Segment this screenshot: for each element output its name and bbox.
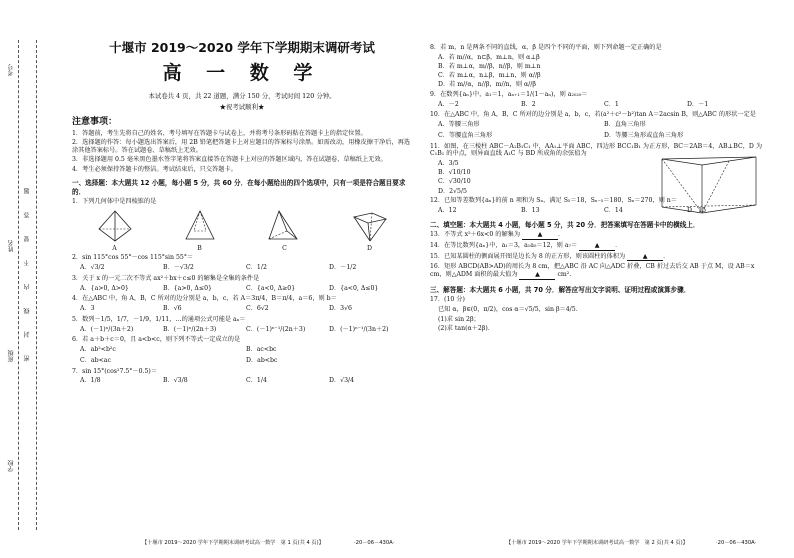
footer-left: 【十堰市 2019～2020 学年下学期期末调研考试高一数学 第 1 页(共 4 页)】 (142, 540, 324, 546)
option: B．{a>0, Δ≤0} (163, 284, 212, 292)
question-3: 3．关于 x 的一元二次不等式 ax²＋bx＋c≤0 的解集是全集的条件是 (72, 274, 260, 282)
question-6: 6．若 a＋b＋c＝0，且 a<b<c，则下列不等式一定成立的是 (72, 336, 241, 344)
figure-c-label: C (282, 244, 287, 252)
question-1: 1．下列几何体中是四棱锥的是 (72, 197, 157, 205)
q5-options (80, 326, 412, 334)
figure-a-label: A (112, 244, 117, 252)
binding-label-school: 学校 (8, 460, 15, 472)
notice-item: 4．考生必须保持答题卡的整洁。考试结束后，只交答题卡。 (72, 165, 237, 173)
q14-stem: 14．在等比数列{aₙ}中，a₁＝3，a₁a₅＝12，则 a₇＝ (430, 241, 578, 249)
option: C．等腰直角三角形 (438, 131, 493, 139)
option: A．1/8 (80, 377, 101, 385)
binding-label-exam-number: 考号 (8, 64, 15, 76)
option: A．√3/2 (80, 264, 105, 272)
option: A．3 (80, 305, 95, 313)
question-17: 17．(10 分) (430, 296, 465, 304)
question-13: 13．不等式 x²＋6x<0 的解集为 ▲ ． (430, 231, 565, 239)
option: C．√30/10 (438, 178, 471, 186)
q7-options (80, 377, 412, 385)
question-4: 4．在△ABC 中，角 A，B，C 所对的边分别是 a，b，c，若 A＝3π/4，B＝π/4，a＝6，则 b＝ (72, 295, 337, 303)
exam-info: 本试卷共 4 页，共 22 道题，满分 150 分，考试时间 120 分钟。 (148, 92, 336, 101)
question-8: 8．若 m，n 是两条不同的直线，α，β 是四个不同的平面，则下列命题一定正确的是 (430, 44, 662, 51)
q8-options (438, 54, 770, 89)
option: C．1/2 (246, 264, 267, 272)
binding-line (18, 40, 19, 530)
option: C．若 m⊥α，n⊥β，m⊥n，则 α//β (438, 72, 541, 80)
option: B．13 (521, 207, 540, 215)
binding-strip (0, 0, 48, 558)
option: A．3/5 (438, 160, 459, 168)
option: B．√3/8 (163, 377, 188, 385)
q17-part-1: (1)求 sin 2β； (438, 315, 480, 323)
option: D．ab<bc (246, 356, 278, 364)
option: B．ac<bc (246, 346, 277, 354)
binding-label-name: 姓名 (8, 240, 15, 252)
q11-options (438, 160, 618, 195)
question-10: 10．在△ABC 中，角 A，B，C 所对的边分别是 a，b，c，若(a²＋c²－b²)tan A＝2acsin B，则△ABC 的形状一定是 (430, 111, 756, 119)
option: A．等腰三角形 (438, 121, 480, 129)
q13-stem: 13．不等式 x²＋6x<0 的解集为 (430, 231, 521, 239)
section-fill: 二、填空题：本大题共 4 小题，每小题 5 分，共 20 分．把答案填写在答题卡中的横线上． (430, 220, 700, 229)
question-9: 9．在数列{aₙ}中，a₁＝1，aₙ₊₁＝1/(1－aₙ)，则 a₂₀₂₀＝ (430, 90, 588, 98)
q2-options (80, 264, 412, 272)
q9-options (438, 101, 770, 109)
option: A．－2 (438, 100, 459, 108)
option: B．直角三角形 (604, 121, 646, 129)
pyramid-c-icon (265, 209, 305, 245)
option: D．－1 (687, 100, 709, 108)
option: B．(－1)ⁿ/(2n＋3) (163, 325, 217, 333)
figure-b (170, 209, 230, 253)
option: C．14 (604, 207, 623, 215)
notice (72, 117, 412, 173)
q3-options (80, 285, 412, 293)
q10-options (438, 121, 770, 129)
pyramid-a-icon (95, 209, 135, 245)
q10-options-2 (438, 132, 770, 140)
option: A．ab²<b²c (80, 346, 116, 354)
seal-text: 密 封 线 内 不 要 答 题 (24, 180, 31, 362)
q17-given: 已知 α，β∈(0，π/2)，cos α＝√5/5，sin β＝4/5． (438, 305, 582, 313)
q6-options (80, 346, 412, 354)
figure-a (85, 209, 145, 253)
question-7: 7．sin 15°(cos²7.5°－0.5)＝ (72, 367, 158, 375)
option: A．(－1)ⁿ/(3n＋2) (80, 325, 134, 333)
figure-d (340, 209, 400, 253)
footer-right: 【十堰市 2019～2020 学年下学期期末调研考试高一数学 第 2 页(共 4 页)】 (506, 540, 688, 546)
option: C．(－1)ⁿ⁻¹/(2n＋3) (246, 325, 306, 333)
section-choice: 一、选择题：本大题共 12 小题，每小题 5 分，共 60 分．在每小题给出的四个选项中，只有一项是符合题目要求的． (72, 179, 406, 196)
option: B．若 m⊥α，m//β，n//β，则 m⊥n (438, 62, 541, 70)
question-11: 11．如图，在三棱柱 ABC－A₁B₁C₁ 中，AA₁⊥平面 ABC，四边形 BCC₁B₁ 为正方形，BC＝2AB＝4，AB⊥BC，D 为 C₁B₁ 的中点，则异面直线 A₁C 与 BD 所成角的余弦值为 (430, 142, 763, 158)
left-column (72, 38, 412, 388)
footer-right-code: ·20－06－430A· (716, 540, 757, 546)
option: D．2√5/5 (438, 187, 467, 195)
option: A．若 m//α，n⊂β，m⊥n，则 α⊥β (438, 53, 540, 61)
question-5: 5．数列－1/5，1/7，－1/9，1/11，…的通项公式可能是 aₙ＝ (72, 315, 246, 323)
pyramid-b-icon (180, 209, 220, 245)
q1-figures (72, 209, 412, 253)
answer-blank: ▲ (627, 253, 663, 262)
q16-stem: 16．矩形 ABCD(AB>AD)的周长为 8 cm，把△ABC 沿 AC 向△ADC 折叠，CB 折过去后交 AB 于点 M，设 AB＝x cm，则△ADM 面积的最大值为 (430, 263, 755, 279)
option: D．等腰三角形或直角三角形 (604, 131, 684, 139)
option: B．－√3/2 (163, 264, 194, 272)
right-column (430, 42, 770, 335)
figure-c (255, 209, 315, 253)
question-14: 14．在等比数列{aₙ}中，a₁＝3，a₁a₅＝12，则 a₇＝ ▲ ． (430, 241, 622, 249)
q15-stem: 15．已知某圆柱的侧面展开图是边长为 8 的正方形，则该圆柱的体积为 (430, 252, 626, 260)
q16-unit: cm². (557, 271, 572, 279)
answer-blank: ▲ (519, 271, 555, 280)
option: D．{a<0, Δ≤0} (329, 284, 379, 292)
question-16 (430, 263, 770, 280)
good-luck: ★祝考试顺利★ (219, 103, 265, 112)
option: C．ab<ac (80, 356, 111, 364)
option: B．√6 (163, 305, 182, 313)
figure-d-label: D (367, 244, 372, 252)
answer-blank: ▲ (522, 231, 558, 240)
question-12: 12．已知等差数列{aₙ}的前 n 项和为 Sₙ，满足 S₅＝18，Sₙ₋₅＝180，Sₙ＝270，则 n＝ (430, 197, 677, 205)
option: D．若 m//α，n//β，m//n，则 α//β (438, 81, 536, 89)
q4-options (80, 305, 412, 313)
binding-label-class: 班级 (8, 350, 15, 362)
option: C．1 (604, 100, 619, 108)
option: C．6√2 (246, 305, 269, 313)
notice-title: 注意事项： (72, 117, 118, 128)
figure-b-label: B (197, 244, 202, 252)
notice-item: 2．选择题的作答：每小题选出答案后，用 2B 铅笔把答题卡上对应题目的答案标号涂黑。如需改动，用橡皮擦干净后，再选涂其他答案标号。答在试题卷、草稿纸上无效。 (72, 139, 411, 155)
question-15: 15．已知某圆柱的侧面展开图是边长为 8 的正方形，则该圆柱的体积为 ▲ ． (430, 252, 670, 260)
option: D．(－1)ⁿ⁻¹/(3n＋2) (329, 325, 389, 333)
footer-left-code: ·20－06－430A· (354, 540, 395, 546)
exam-title: 十堰市 2019～2020 学年下学期期末调研考试 (109, 40, 375, 55)
question-2: 2．sin 115°cos 55°－cos 115°sin 55°＝ (72, 254, 194, 262)
option: D．15 (687, 207, 707, 215)
section-solve: 三、解答题：本大题共 6 小题，共 70 分．解答应写出文字说明、证明过程或演算步骤． (430, 285, 691, 294)
q6-options-2 (80, 357, 412, 365)
option: D．3√6 (329, 305, 352, 313)
option: A．{a>0, Δ>0} (80, 284, 129, 292)
prism-figure-icon (656, 151, 766, 221)
option: B．2 (521, 100, 536, 108)
notice-item: 1．答题前，考生先将自己的姓名、考号填写在答题卡与试卷上，并将考号条形码粘在答题卡上的指定位置。 (72, 130, 367, 138)
option: A．12 (438, 207, 457, 215)
question-11-block (430, 143, 770, 196)
option: C．1/4 (246, 377, 267, 385)
option: D．－1/2 (329, 264, 357, 272)
option: C．{a<0, Δ≥0} (246, 284, 296, 292)
option: B．√10/10 (438, 169, 471, 177)
pyramid-d-icon (350, 209, 390, 245)
subject-title: 高 一 数 学 (162, 61, 322, 84)
answer-blank: ▲ (579, 242, 615, 251)
q17-part-2: (2)求 tan(α＋2β)． (438, 325, 494, 333)
seal-line (36, 40, 37, 530)
notice-item: 3．非选择题用 0.5 毫米黑色墨水签字笔将答案直接答在答题卡上对应的答题区域内，答在试题卷、草稿纸上无效。 (72, 156, 387, 164)
option: D．√3/4 (329, 377, 355, 385)
